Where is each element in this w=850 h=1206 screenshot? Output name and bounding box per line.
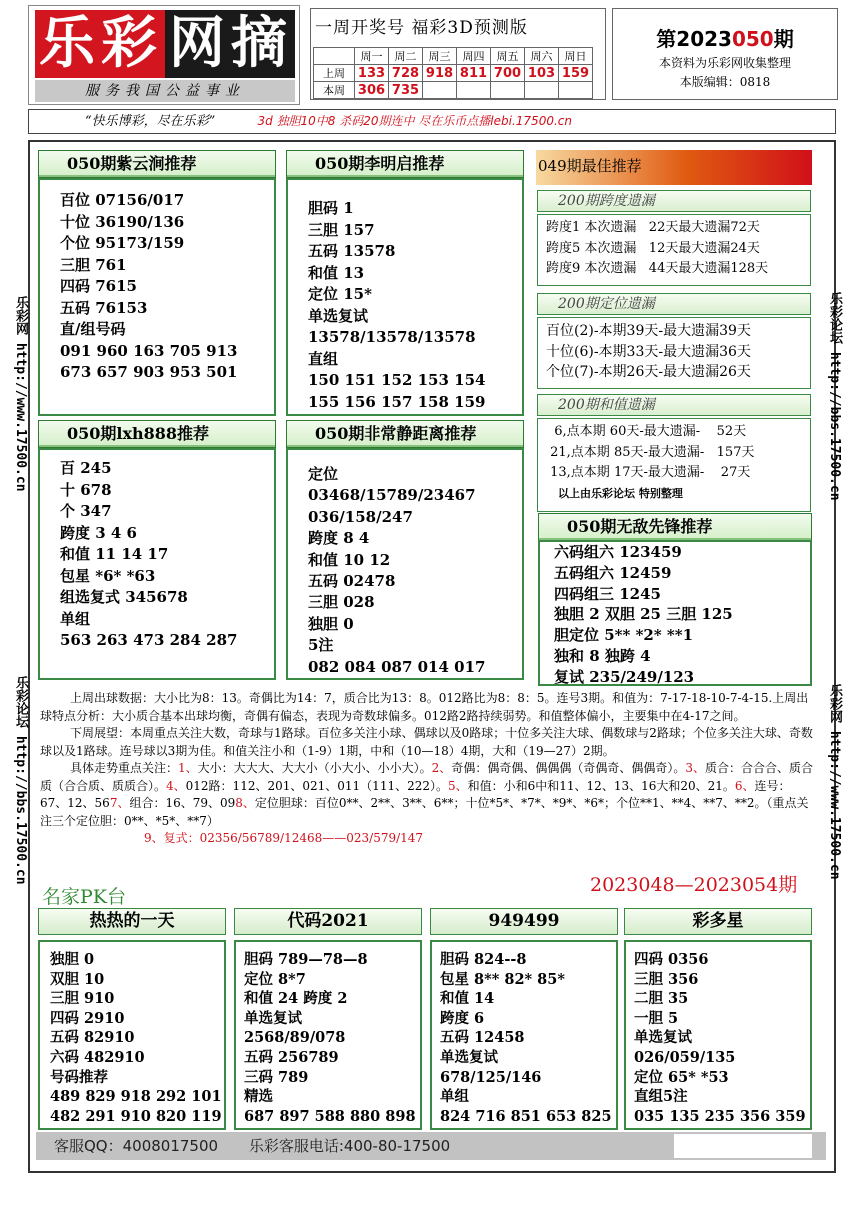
pk-line: 跨度 6 bbox=[440, 1009, 485, 1027]
panel-line: 和值 10 12 bbox=[308, 550, 391, 569]
pk-line: 包星 8** 82* 85* bbox=[440, 970, 565, 988]
panel-line: 和值 11 14 17 bbox=[60, 545, 169, 563]
panel-line: 复试 235/249/123 bbox=[554, 667, 695, 686]
day-header: 周日 bbox=[559, 48, 593, 65]
issue-title: 第2023050期 bbox=[656, 27, 794, 51]
draw-number: 735 bbox=[389, 82, 423, 99]
pk-line: 独胆 0 bbox=[50, 951, 95, 968]
draw-table bbox=[313, 47, 593, 99]
footer-blank-box bbox=[674, 1134, 812, 1158]
panel-line: 胆定位 5** *2* **1 bbox=[554, 626, 694, 645]
panel-line: 三胆 761 bbox=[60, 255, 127, 274]
pk-range: 2023048—2023054期 bbox=[590, 874, 798, 896]
logo-char: 网 bbox=[169, 11, 223, 76]
panel-line: 胆码 1 bbox=[308, 199, 354, 217]
panel-line: 独胆 2 双胆 25 三胆 125 bbox=[554, 605, 733, 624]
analysis-last-week: 上周出球数据：大小比为8：13。奇偶比为14：7，质合比为13：8。012路比为8：8：5。连号3期。和值为：7-17-18-10-7-4-15.上周出球特点分析：大小质合基本出球均衡，奇偶有偏态，表现为奇数球偏多。012路2路持续弱势。和值整体偏小，主要集中在4-17之间。 bbox=[40, 691, 809, 723]
pk-line: 五码 12458 bbox=[440, 1029, 525, 1047]
stats-note: 以上由乐彩论坛 特别整理 bbox=[558, 486, 683, 500]
pk-board-title: 彩多星 bbox=[624, 908, 812, 935]
panel-line: 跨度 8 4 bbox=[308, 529, 370, 548]
source-note: 本资料为乐彩网收集整理 bbox=[658, 56, 791, 70]
banner-promo-link[interactable]: 3d 独胆10中8 杀码20期连中 尽在乐币点播lebi.17500.cn bbox=[257, 114, 572, 128]
panel-line: 五码组六 12459 bbox=[554, 563, 672, 582]
logo-char: 乐 bbox=[39, 11, 93, 76]
day-header: 周五 bbox=[491, 48, 525, 65]
logo bbox=[28, 5, 300, 105]
panel-line: 个位 95173/159 bbox=[60, 234, 185, 252]
weekly-draw-box bbox=[310, 8, 606, 100]
panel-line: 四码组三 1245 bbox=[554, 584, 661, 603]
panel-line: 三胆 028 bbox=[308, 593, 375, 612]
slogan: 服务我国公益事业 bbox=[35, 80, 295, 102]
pk-line: 定位 65* *53 bbox=[634, 1068, 729, 1086]
pk-board bbox=[234, 940, 422, 1130]
panel-line: 单选复试 bbox=[308, 306, 369, 325]
pk-board-title: 949499 bbox=[430, 908, 618, 935]
draw-number bbox=[525, 82, 559, 99]
panel-line: 三胆 157 bbox=[308, 220, 375, 239]
pk-board bbox=[430, 940, 618, 1130]
pk-line: 一胆 5 bbox=[634, 1009, 679, 1027]
day-header: 周六 bbox=[525, 48, 559, 65]
day-header: 周四 bbox=[457, 48, 491, 65]
panel-line: 百 245 bbox=[60, 459, 112, 477]
analysis-outlook: 下周展望：本周重点关注大数，奇球与1路球。百位多关注小球、偶球以及0路球；十位多关注大球、偶数球与2路球；个位多关注大球、奇数球以及1路球。连号球以3期为佳。和值关注小和（1-9）1期，中和（10—18）4期，大和（19—27）2期。 bbox=[40, 726, 813, 758]
pk-line: 二胆 35 bbox=[634, 990, 689, 1008]
banner bbox=[28, 109, 836, 134]
pk-board-title: 代码2021 bbox=[234, 908, 422, 935]
logo-char: 彩 bbox=[101, 11, 155, 76]
pk-board bbox=[624, 940, 812, 1130]
side-link-left-bottom[interactable]: 乐彩论坛 http://bbs.17500.cn bbox=[13, 676, 28, 885]
side-link-left-top[interactable]: 乐彩网 http://www.17500.cn bbox=[13, 296, 28, 492]
draw-number: 700 bbox=[491, 65, 525, 82]
pk-line: 五码 82910 bbox=[50, 1029, 135, 1047]
draw-number bbox=[559, 82, 593, 99]
dw-title: 200期定位遗漏 bbox=[537, 293, 811, 315]
dw-row: 百位(2)-本期39天-最大遗漏39天 bbox=[546, 323, 751, 339]
panel-line: 082 084 087 014 017 bbox=[308, 657, 486, 676]
panel-line: 563 263 473 284 287 bbox=[60, 631, 238, 649]
panel-line: 定位 bbox=[308, 465, 339, 483]
pk-line: 824 716 851 653 825 bbox=[440, 1107, 612, 1125]
panel-line: 十 678 bbox=[60, 480, 112, 499]
draw-number bbox=[423, 82, 457, 99]
kd-row: 跨度9 本次遗漏 44天最大遗漏128天 bbox=[546, 261, 769, 276]
draw-number bbox=[457, 82, 491, 99]
panel-line: 六码组六 123459 bbox=[554, 543, 682, 561]
day-header: 周三 bbox=[423, 48, 457, 65]
pk-line: 035 135 235 356 359 bbox=[634, 1107, 806, 1125]
service-phone: 乐彩客服电话:400-80-17500 bbox=[248, 1137, 451, 1155]
panel-line: 百位 07156/017 bbox=[60, 191, 185, 209]
panel-line: 150 151 152 153 154 bbox=[308, 371, 486, 389]
pk-line: 三码 789 bbox=[244, 1068, 309, 1086]
panel-line: 定位 15* bbox=[308, 285, 372, 303]
week-title: 一周开奖号 福彩3D预测版 bbox=[315, 18, 528, 38]
logo-mark bbox=[35, 10, 295, 78]
pk-line: 单组 bbox=[440, 1088, 469, 1106]
pk-line: 026/059/135 bbox=[634, 1048, 736, 1066]
pk-line: 胆码 824--8 bbox=[440, 951, 527, 968]
panel-line: 673 657 903 953 501 bbox=[60, 363, 238, 381]
panel-line: 五码 02478 bbox=[308, 572, 396, 591]
pk-line: 678/125/146 bbox=[440, 1068, 542, 1086]
panel-line: 组选复式 345678 bbox=[60, 588, 188, 606]
side-link-right-top[interactable]: 乐彩论坛 http://bbs.17500.cn bbox=[827, 292, 842, 501]
pk-line: 2568/89/078 bbox=[244, 1029, 346, 1047]
panel-line: 包星 *6* *63 bbox=[60, 566, 156, 585]
this-week-label: 本周 bbox=[314, 82, 355, 99]
pk-line: 四码 0356 bbox=[634, 951, 709, 968]
service-qq: 客服QQ：4008017500 bbox=[54, 1137, 219, 1155]
pk-line: 482 291 910 820 119 bbox=[50, 1107, 222, 1125]
pk-line: 精选 bbox=[244, 1088, 273, 1106]
panel-wdxf bbox=[538, 540, 812, 686]
panel-line: 直组 bbox=[308, 349, 339, 368]
side-link-right-bottom[interactable]: 乐彩网 http://www.17500.cn bbox=[827, 684, 842, 880]
analysis-text bbox=[40, 690, 814, 848]
draw-number: 159 bbox=[559, 65, 593, 82]
pk-line: 定位 8*7 bbox=[244, 970, 306, 988]
kd-row: 跨度5 本次遗漏 12天最大遗漏24天 bbox=[546, 240, 760, 256]
analysis-compound: 9、复式：02356/56789/12468——023/579/147 bbox=[144, 831, 424, 845]
pk-line: 四码 2910 bbox=[50, 1009, 125, 1027]
draw-number bbox=[491, 82, 525, 99]
hz-row: 13,点本期 17天-最大遗漏- 27天 bbox=[546, 465, 751, 480]
panel-line: 036/158/247 bbox=[308, 507, 413, 526]
panel-line: 五码 13578 bbox=[308, 242, 396, 260]
hz-row: 6,点本期 60天-最大遗漏- 52天 bbox=[546, 424, 747, 439]
pk-line: 和值 14 bbox=[440, 990, 495, 1008]
pk-line: 489 829 918 292 101 bbox=[50, 1088, 222, 1106]
pk-board-title: 热热的一天 bbox=[38, 908, 226, 935]
panel-line: 十位 36190/136 bbox=[60, 212, 185, 231]
draw-number: 103 bbox=[525, 65, 559, 82]
panel-line: 单组 bbox=[60, 609, 91, 628]
panel-line: 五码 76153 bbox=[60, 298, 148, 317]
pk-line: 单选复试 bbox=[440, 1048, 498, 1066]
kd-table bbox=[537, 214, 811, 286]
panel-title: 050期lxh888推荐 bbox=[38, 420, 276, 448]
pk-line: 单选复试 bbox=[244, 1009, 302, 1027]
panel-line: 独胆 0 bbox=[308, 614, 354, 633]
dw-row: 十位(6)-本期33天-最大遗漏36天 bbox=[546, 343, 751, 360]
panel-fcj bbox=[286, 448, 524, 680]
pk-line: 双胆 10 bbox=[50, 970, 105, 988]
panel-line: 四码 7615 bbox=[60, 277, 137, 295]
day-header: 周二 bbox=[389, 48, 423, 65]
pk-line: 六码 482910 bbox=[50, 1048, 145, 1066]
hz-row: 21,点本期 85天-最大遗漏- 157天 bbox=[546, 444, 755, 460]
pk-line: 三胆 356 bbox=[634, 970, 699, 988]
kd-title: 200期跨度遗漏 bbox=[537, 190, 811, 212]
panel-line: 5注 bbox=[308, 636, 334, 655]
last-week-label: 上周 bbox=[314, 65, 355, 82]
draw-number: 811 bbox=[457, 65, 491, 82]
panel-line: 03468/15789/23467 bbox=[308, 486, 476, 505]
dw-table bbox=[537, 317, 811, 389]
panel-title: 050期非常静距离推荐 bbox=[286, 420, 524, 448]
analysis-focus: 具体走势重点关注：1、大小：大大大、大大小（小大小、小小大）。2、奇偶：偶奇偶、偶偶偶（奇偶奇、偶偶奇）。3、质合：合合合、质合质（合合质、质质合）。4、012路：112、201、021、011（111、222）。5、和值：小和6中和11、12、13、16大和20、21。6、连号：67、12、567、组合：16、79、098、定位胆球：百位0**、2**、3**、6**；十位*5*、*7*、*9*、*6*；个位**1、**4、**7、**2。（重点关注三个定位胆：0**、*5*、**7） bbox=[40, 761, 813, 828]
panel-line: 和值 13 bbox=[308, 263, 365, 282]
panel-lmq bbox=[286, 178, 524, 416]
pk-board bbox=[38, 940, 226, 1130]
pk-title: 名家PK台 bbox=[42, 886, 126, 908]
logo-char: 摘 bbox=[231, 11, 285, 76]
pk-line: 五码 256789 bbox=[244, 1048, 339, 1066]
panel-title: 050期无敌先锋推荐 bbox=[538, 513, 812, 541]
panel-line: 个 347 bbox=[60, 502, 112, 520]
panel-title: 050期李明启推荐 bbox=[286, 150, 524, 178]
panel-zyj bbox=[38, 178, 276, 416]
draw-number: 306 bbox=[355, 82, 389, 99]
panel-line: 13578/13578/13578 bbox=[308, 328, 476, 346]
best-recommend-header: 049期最佳推荐 bbox=[536, 150, 812, 185]
pk-line: 单选复试 bbox=[634, 1029, 692, 1047]
hz-title: 200期和值遗漏 bbox=[537, 394, 811, 416]
panel-line: 155 156 157 158 159 bbox=[308, 392, 486, 411]
footer bbox=[36, 1132, 826, 1160]
pk-line: 和值 24 跨度 2 bbox=[244, 990, 348, 1008]
pk-line: 三胆 910 bbox=[50, 990, 115, 1008]
panel-lxh bbox=[38, 448, 276, 680]
kd-row: 跨度1 本次遗漏 22天最大遗漏72天 bbox=[546, 220, 760, 235]
pk-line: 直组5注 bbox=[634, 1088, 688, 1106]
panel-line: 091 960 163 705 913 bbox=[60, 341, 238, 360]
panel-line: 跨度 3 4 6 bbox=[60, 523, 137, 542]
editor-note: 本版编辑：0818 bbox=[679, 75, 771, 89]
banner-quote: “快乐博彩，尽在乐彩” bbox=[85, 114, 216, 129]
hz-table bbox=[537, 418, 811, 512]
draw-number: 918 bbox=[423, 65, 457, 82]
pk-line: 胆码 789—78—8 bbox=[244, 951, 368, 968]
pk-line: 号码推荐 bbox=[50, 1068, 108, 1086]
draw-number: 133 bbox=[355, 65, 389, 82]
pk-line: 687 897 588 880 898 bbox=[244, 1107, 416, 1125]
draw-number: 728 bbox=[389, 65, 423, 82]
dw-row: 个位(7)-本期26天-最大遗漏26天 bbox=[546, 364, 751, 380]
panel-title: 050期紫云涧推荐 bbox=[38, 150, 276, 178]
panel-line: 独和 8 独跨 4 bbox=[554, 646, 651, 665]
day-header: 周一 bbox=[355, 48, 389, 65]
issue-box bbox=[612, 8, 838, 100]
panel-line: 直/组号码 bbox=[60, 320, 126, 338]
